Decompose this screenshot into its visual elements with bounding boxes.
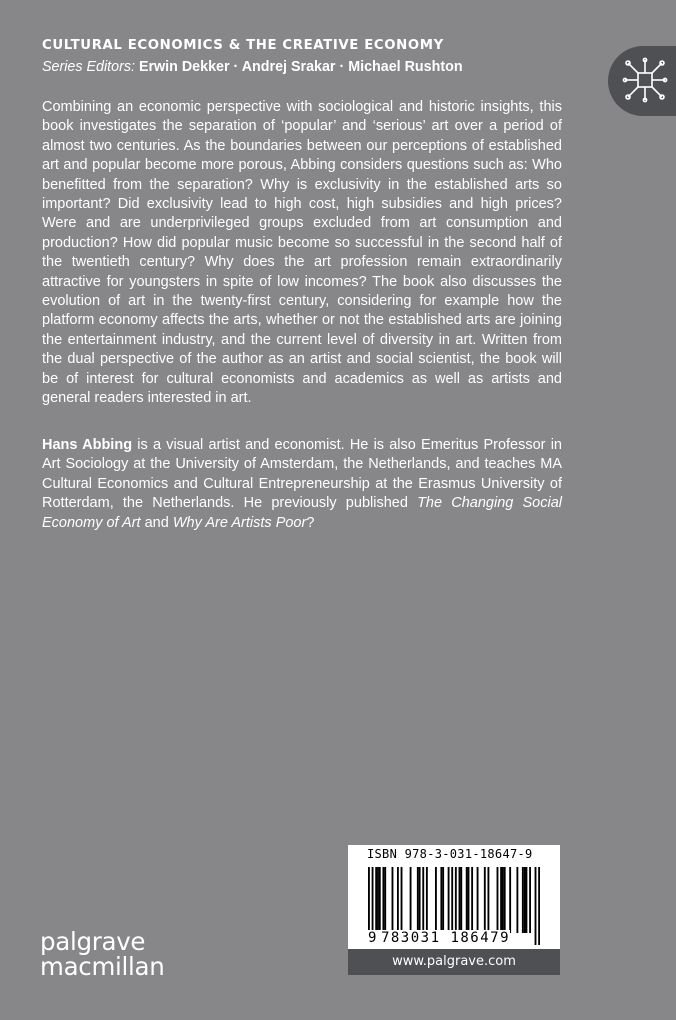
ean-left-digits: 783031 <box>380 930 441 946</box>
publisher-logo-line2: macmillan <box>40 952 165 981</box>
bio-end: ? <box>306 514 315 531</box>
barcode-bar <box>384 867 386 933</box>
barcode-bar <box>504 867 506 933</box>
barcode-bar <box>502 867 504 933</box>
barcode-bar <box>500 867 502 933</box>
author-bio <box>42 436 562 533</box>
barcode-bar <box>477 867 479 933</box>
barcode-bar <box>459 867 461 933</box>
ean-digits <box>368 930 510 946</box>
series-editors <box>42 59 463 75</box>
publisher-logo-line1: palgrave <box>40 927 146 956</box>
barcode-bar <box>524 867 526 933</box>
series-title: CULTURAL ECONOMICS & THE CREATIVE ECONOMY <box>42 38 444 53</box>
barcode-bar <box>379 867 381 933</box>
barcode-bar <box>419 867 421 933</box>
barcode-bar <box>377 867 379 933</box>
series-badge <box>608 46 676 116</box>
barcode-bar <box>526 867 528 933</box>
barcode-bar <box>497 867 499 933</box>
bio-text: is a visual artist and economist. He is also Emeritus Professor in Art Sociology at the University of Amsterdam, the Netherlands, and teaches MA Cultural Economics and Cultural Entrepreneurship at the Erasmus University of Rotterdam, the Netherlands. He previously published <box>42 437 562 512</box>
barcode-bar <box>522 867 524 933</box>
barcode-bar <box>435 867 437 933</box>
network-burst-icon <box>622 57 668 103</box>
publisher-website[interactable]: www.palgrave.com <box>348 949 560 975</box>
barcode-bar <box>471 867 473 933</box>
barcode-bar <box>460 867 462 933</box>
barcode-bar <box>382 867 384 933</box>
author-name: Hans Abbing <box>42 437 133 453</box>
barcode-bar <box>392 867 394 933</box>
barcode-bar <box>422 867 424 933</box>
isbn-label: ISBN 978-3-031-18647-9 <box>367 847 533 861</box>
ean-lead-digit: 9 <box>368 930 378 946</box>
barcode-bar <box>529 867 531 933</box>
barcode-bar <box>538 867 540 945</box>
barcode-bar <box>401 867 403 933</box>
barcode-bar <box>509 867 511 933</box>
isbn-barcode-box <box>348 845 560 949</box>
barcode-bar <box>448 867 450 933</box>
barcode-bar <box>410 867 412 933</box>
barcode-bar <box>442 867 444 933</box>
barcode-bar <box>516 867 518 933</box>
barcode-bar <box>535 867 537 945</box>
barcode-bar <box>440 867 442 933</box>
series-editors-label: Series Editors: <box>42 59 135 75</box>
ean-right-digits: 186479 <box>450 930 511 946</box>
barcode-bar <box>417 867 419 933</box>
barcode-bar <box>487 867 489 933</box>
book-title-1: The Changing Social Economy of Art <box>42 495 562 531</box>
barcode-bar <box>484 867 486 933</box>
barcode-bar <box>375 867 377 933</box>
barcode-bar <box>397 867 399 933</box>
bio-and: and <box>140 514 173 531</box>
barcode-bar <box>466 867 468 933</box>
series-editors-names: Erwin Dekker · Andrej Srakar · Michael Rushton <box>138 59 463 75</box>
barcode-bar <box>468 867 470 933</box>
barcode-bar <box>426 867 428 933</box>
publisher-logo <box>40 929 164 979</box>
book-title-2: Why Are Artists Poor <box>172 514 307 531</box>
book-blurb: Combining an economic perspective with sociological and historic insights, this book investigates the separation of ‘popular’ and ‘serious’ art over a period of almost two centuries. As the boundaries between our perceptions of established art and popular become more porous, Abbing considers questions such as: Who benefitted from the separation? Why is exclusivity in the established arts so important? Did exclusivity lead to high cost, high subsidies and high prices? Were and are underprivileged groups excluded from art consumption and production? How did popular music become so successful in the second half of the twentieth century? Why does the art profession remain extraordinarily attractive for youngsters in spite of low incomes? The book also discusses the evolution of art in the twenty-first century, considering for example how the platform economy affects the arts, whether or not the established arts are joining the entertainment industry, and the current level of diversity in art. Written from the dual perspective of the author as an artist and social scientist, the book will be of interest for cultural economists and academics as well as artists and general readers interested in art. <box>42 99 562 407</box>
